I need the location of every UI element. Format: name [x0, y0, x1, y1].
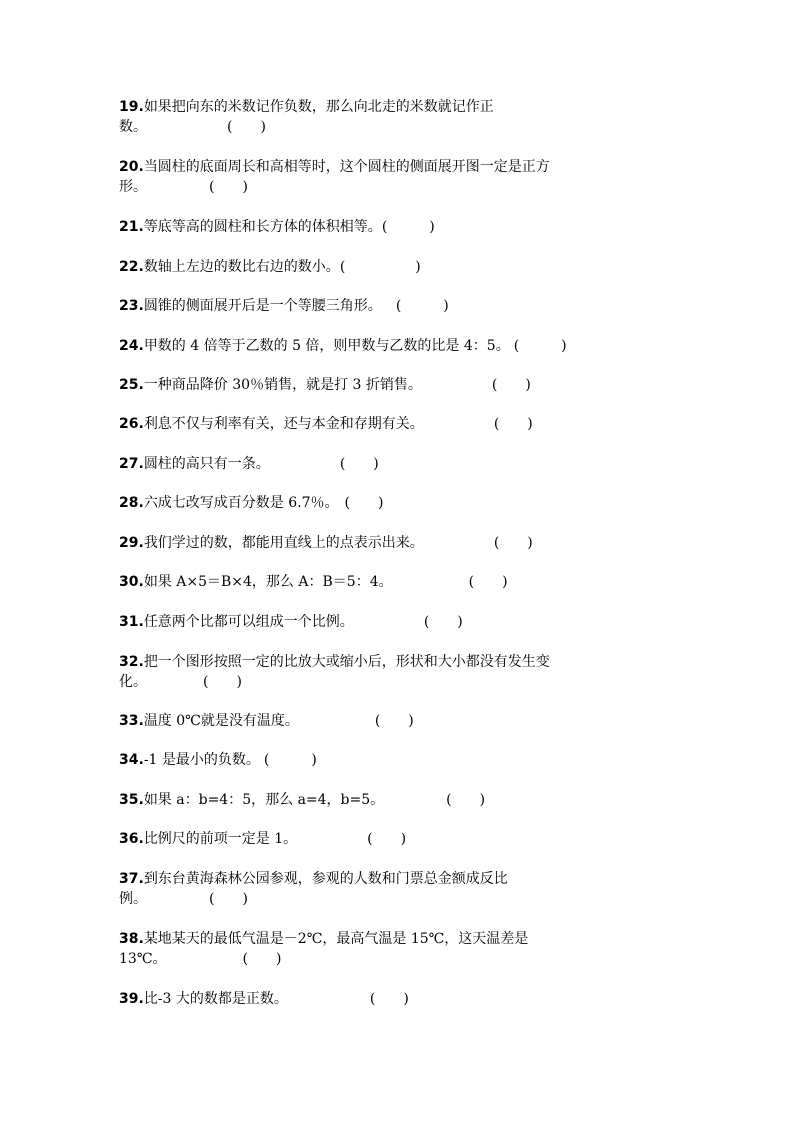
- answer-blank[interactable]: ( ): [242, 951, 282, 967]
- answer-blank[interactable]: ( ): [263, 752, 317, 768]
- question-number: 36.: [119, 831, 144, 847]
- question-text: 我们学过的数，都能用直线上的点表示出来。: [143, 535, 424, 551]
- question-number: 28.: [119, 495, 144, 511]
- question-34: [119, 750, 639, 770]
- question-text: 某地某天的最低气温是－2℃，最高气温是 15℃，这天温差是: [143, 931, 529, 947]
- answer-blank[interactable]: ( ): [446, 792, 486, 808]
- question-number: 23.: [119, 298, 144, 314]
- question-35: [119, 790, 639, 810]
- question-text: 甲数的 4 倍等于乙数的 5 倍，则甲数与乙数的比是 4：5。: [143, 338, 510, 354]
- question-text: 一种商品降价 30％销售，就是打 3 折销售。: [143, 377, 422, 393]
- question-27: [119, 454, 639, 474]
- question-21: [119, 217, 639, 237]
- question-33: [119, 711, 639, 731]
- question-29: [119, 533, 639, 553]
- question-36: [119, 829, 639, 849]
- answer-blank[interactable]: ( ): [209, 179, 248, 195]
- question-text: 利息不仅与利率有关，还与本金和存期有关。: [143, 416, 424, 432]
- question-text: 任意两个比都可以组成一个比例。: [143, 614, 354, 630]
- question-text: 数轴上左边的数比右边的数小。: [143, 259, 340, 275]
- answer-blank[interactable]: ( ): [369, 991, 409, 1007]
- answer-blank[interactable]: ( ): [367, 831, 407, 847]
- question-text: 如果 a：b=4：5，那么 a=4，b=5。: [143, 792, 385, 808]
- question-number: 30.: [119, 574, 144, 590]
- question-text-cont: 形。: [119, 179, 147, 195]
- question-text: 比-3 大的数都是正数。: [143, 991, 288, 1007]
- question-text-cont: 例。: [119, 891, 147, 907]
- question-28: [119, 493, 639, 513]
- question-text-cont: 数。: [119, 119, 147, 135]
- answer-blank[interactable]: ( ): [493, 416, 533, 432]
- question-text: 等底等高的圆柱和长方体的体积相等。: [143, 219, 382, 235]
- answer-blank[interactable]: ( ): [468, 574, 508, 590]
- answer-blank[interactable]: ( ): [339, 456, 379, 472]
- question-number: 32.: [119, 654, 144, 670]
- answer-blank[interactable]: ( ): [491, 377, 531, 393]
- question-23: [119, 296, 639, 316]
- question-text: 圆柱的高只有一条。: [143, 456, 270, 472]
- question-text: 圆锥的侧面展开后是一个等腰三角形。: [143, 298, 382, 314]
- question-text: 当圆柱的底面周长和高相等时，这个圆柱的侧面展开图一定是正方: [143, 159, 550, 175]
- answer-blank[interactable]: ( ): [209, 891, 248, 907]
- question-number: 39.: [119, 991, 144, 1007]
- question-30: [119, 572, 639, 592]
- question-39: [119, 989, 639, 1009]
- question-number: 33.: [119, 713, 144, 729]
- question-number: 19.: [119, 99, 144, 115]
- question-text: 把一个图形按照一定的比放大或缩小后，形状和大小都没有发生变: [143, 654, 550, 670]
- answer-blank[interactable]: ( ): [339, 259, 421, 275]
- question-number: 22.: [119, 259, 144, 275]
- question-number: 21.: [119, 219, 144, 235]
- question-text: 比例尺的前项一定是 1。: [143, 831, 298, 847]
- question-24: [119, 336, 639, 356]
- question-number: 24.: [119, 338, 144, 354]
- answer-blank[interactable]: ( ): [374, 713, 414, 729]
- question-19: [119, 97, 639, 137]
- answer-blank[interactable]: ( ): [203, 674, 242, 690]
- question-number: 38.: [119, 931, 144, 947]
- question-number: 25.: [119, 377, 144, 393]
- question-text: 到东台黄海森林公园参观，参观的人数和门票总金额成反比: [143, 871, 508, 887]
- question-number: 31.: [119, 614, 144, 630]
- question-25: [119, 375, 639, 395]
- question-number: 29.: [119, 535, 144, 551]
- question-number: 35.: [119, 792, 144, 808]
- question-number: 27.: [119, 456, 144, 472]
- question-38: [119, 929, 639, 969]
- question-31: [119, 612, 639, 632]
- question-text: -1 是最小的负数。: [143, 752, 260, 768]
- question-22: [119, 257, 639, 277]
- question-text: 如果把向东的米数记作负数，那么向北走的米数就记作正: [143, 99, 494, 115]
- question-text-cont: 13℃。: [119, 951, 167, 967]
- question-20: [119, 157, 639, 197]
- question-number: 34.: [119, 752, 144, 768]
- answer-blank[interactable]: ( ): [381, 219, 435, 235]
- question-text: 如果 A×5＝B×4，那么 A：B＝5：4。: [143, 574, 393, 590]
- question-26: [119, 414, 639, 434]
- question-text: 六成七改写成百分数是 6.7％。: [143, 495, 339, 511]
- answer-blank[interactable]: ( ): [513, 338, 567, 354]
- question-text-cont: 化。: [119, 674, 147, 690]
- answer-blank[interactable]: ( ): [344, 495, 384, 511]
- question-37: [119, 869, 639, 909]
- question-number: 37.: [119, 871, 144, 887]
- question-number: 20.: [119, 159, 144, 175]
- question-32: [119, 652, 639, 692]
- question-number: 26.: [119, 416, 144, 432]
- answer-blank[interactable]: ( ): [493, 535, 533, 551]
- question-text: 温度 0℃就是没有温度。: [143, 713, 299, 729]
- answer-blank[interactable]: ( ): [423, 614, 463, 630]
- answer-blank[interactable]: ( ): [227, 119, 266, 135]
- answer-blank[interactable]: ( ): [395, 298, 449, 314]
